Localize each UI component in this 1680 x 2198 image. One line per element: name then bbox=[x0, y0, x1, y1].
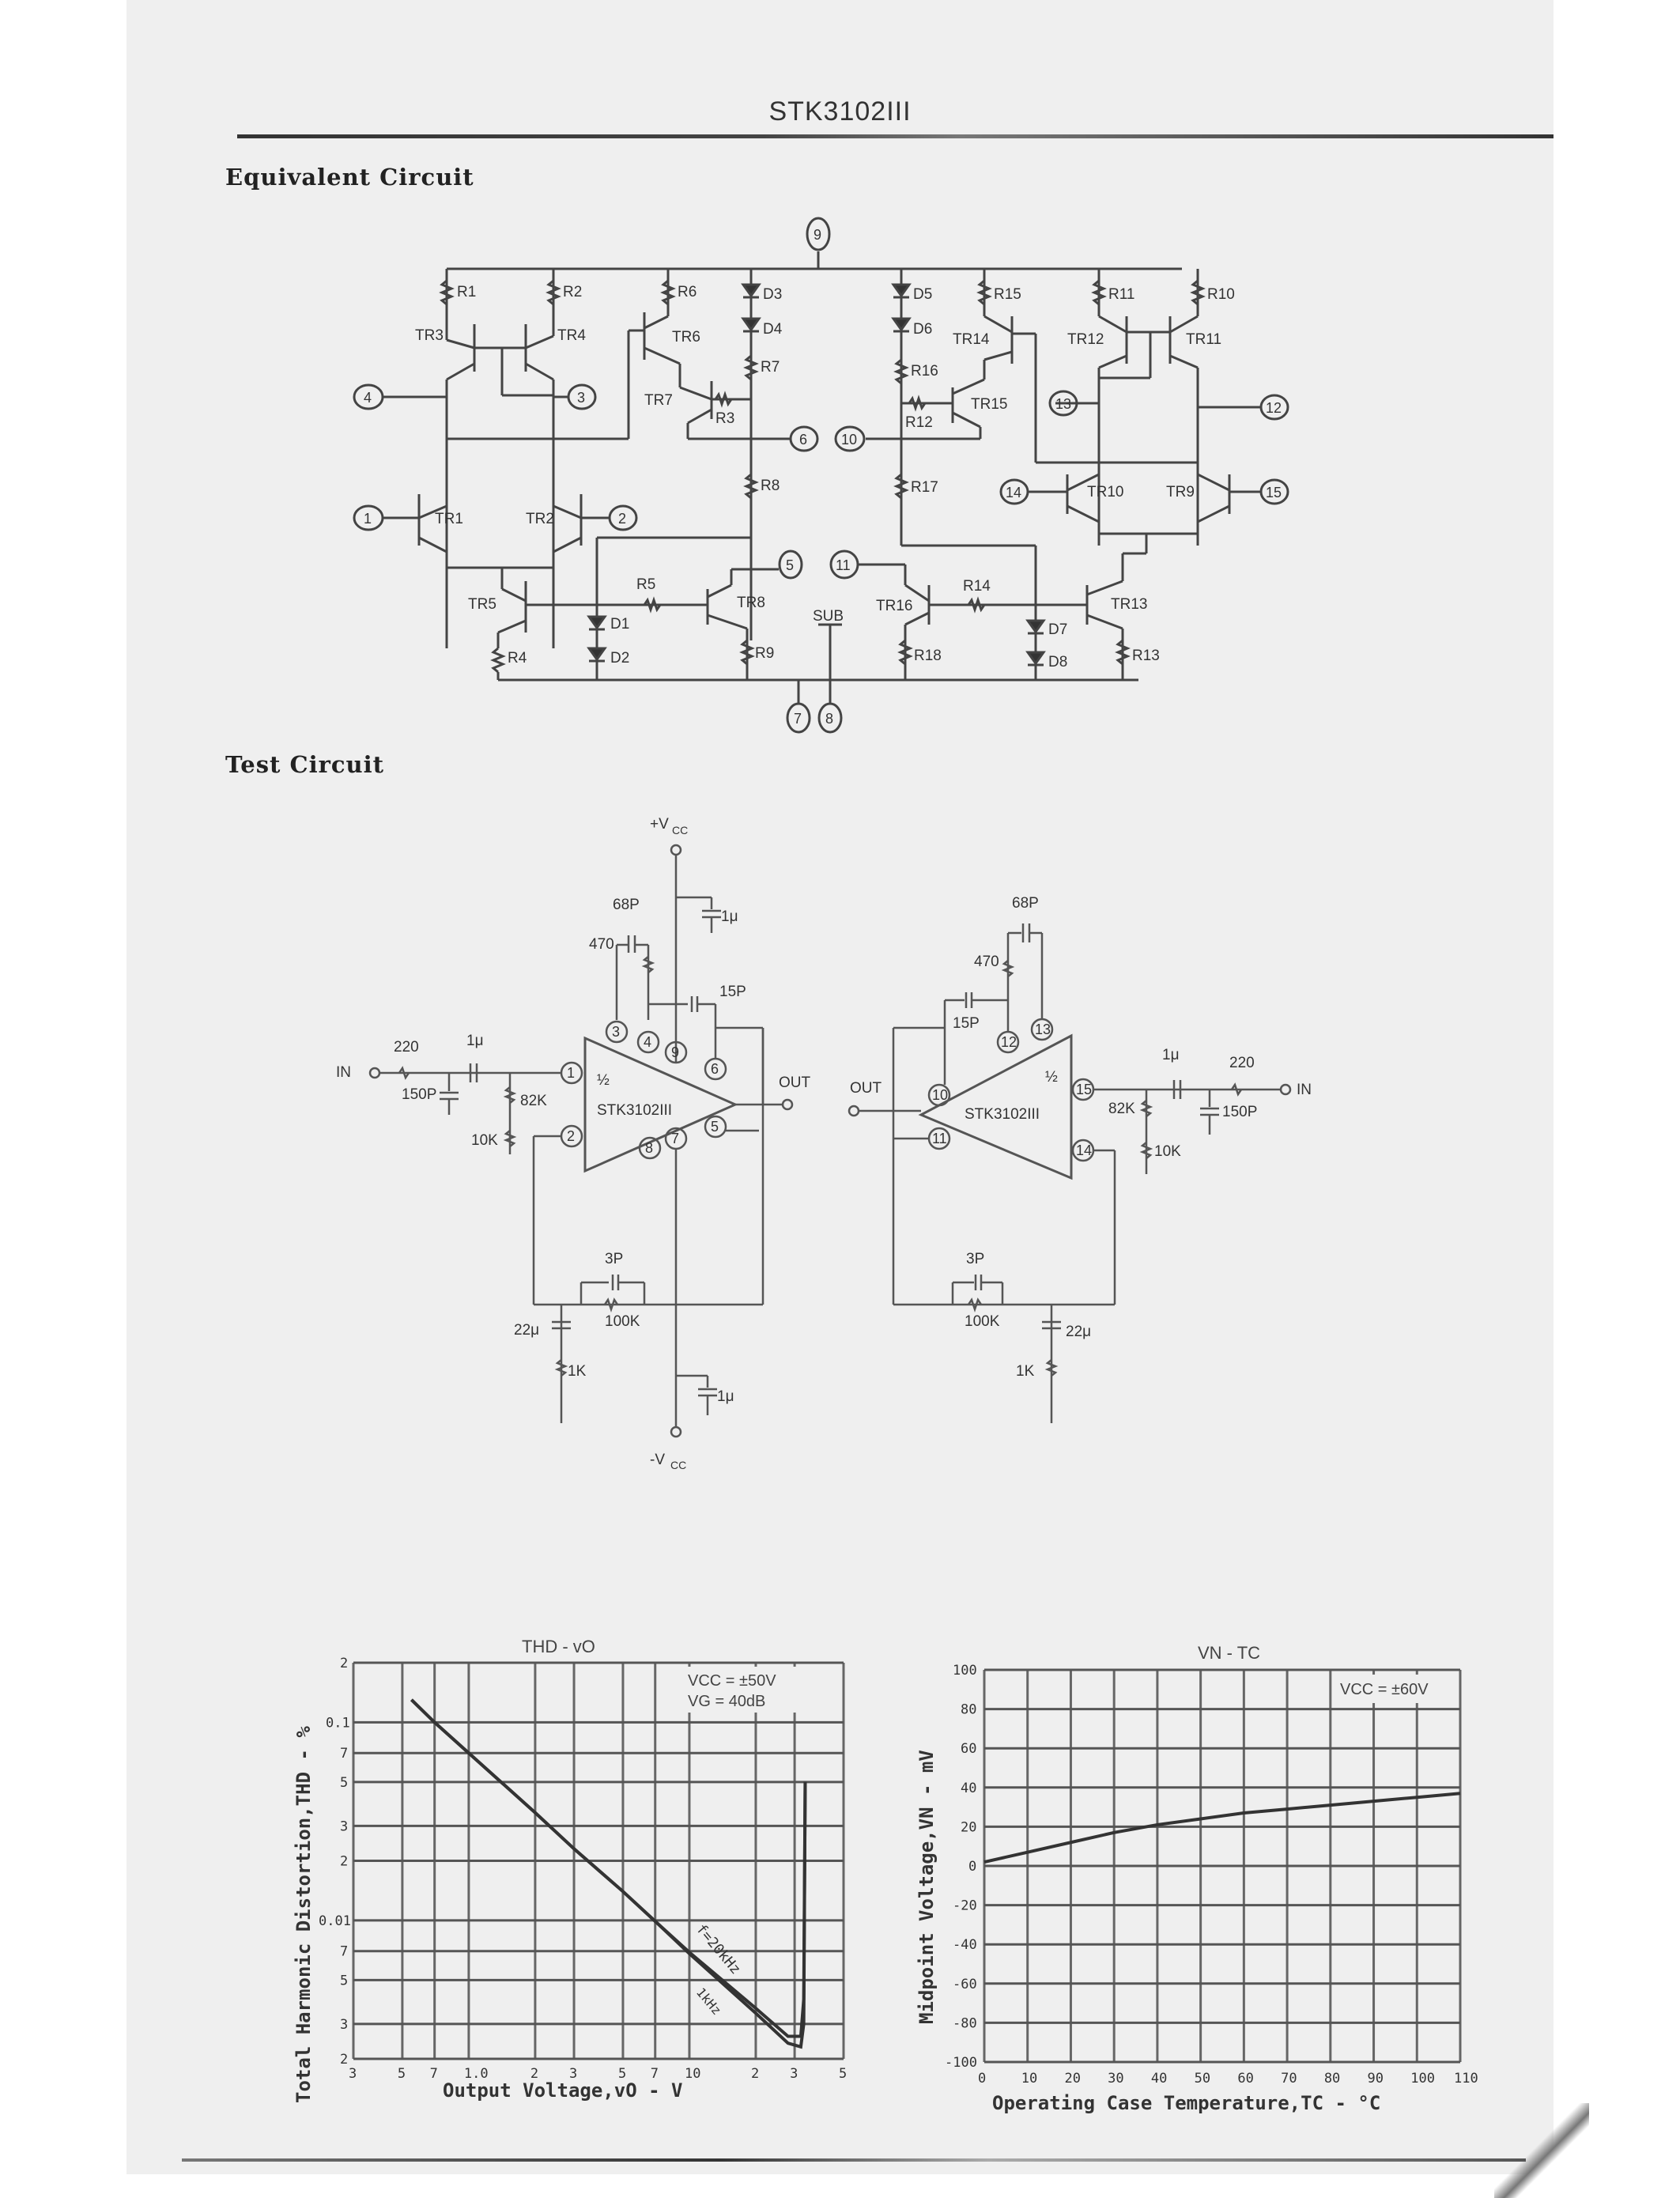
svg-text:0: 0 bbox=[978, 2071, 987, 2087]
svg-text:22μ: 22μ bbox=[514, 1322, 540, 1339]
svg-text:2: 2 bbox=[567, 1128, 576, 1144]
svg-text:TR10: TR10 bbox=[1087, 484, 1124, 500]
svg-text:6: 6 bbox=[799, 432, 808, 448]
svg-text:IN: IN bbox=[1297, 1082, 1312, 1098]
svg-text:D6: D6 bbox=[913, 321, 933, 338]
svg-text:3P: 3P bbox=[966, 1251, 985, 1267]
svg-text:R17: R17 bbox=[911, 479, 938, 496]
svg-text:R3: R3 bbox=[715, 410, 735, 427]
svg-text:14: 14 bbox=[1076, 1142, 1093, 1158]
svg-text:3: 3 bbox=[612, 1024, 621, 1040]
svg-text:OUT: OUT bbox=[779, 1074, 811, 1091]
svg-text:R4: R4 bbox=[508, 650, 527, 667]
svg-text:2: 2 bbox=[618, 511, 627, 527]
svg-text:TR13: TR13 bbox=[1111, 596, 1148, 613]
svg-text:12: 12 bbox=[1001, 1034, 1017, 1050]
svg-text:22μ: 22μ bbox=[1066, 1324, 1092, 1340]
chart-thd-vo bbox=[293, 1637, 847, 2103]
svg-text:60: 60 bbox=[961, 1741, 977, 1758]
svg-text:3: 3 bbox=[569, 2066, 578, 2082]
svg-text:4: 4 bbox=[644, 1034, 652, 1050]
svg-text:7: 7 bbox=[340, 1943, 349, 1960]
svg-text:R6: R6 bbox=[678, 284, 697, 300]
svg-text:3: 3 bbox=[790, 2066, 798, 2082]
svg-text:80: 80 bbox=[961, 1701, 977, 1718]
svg-text:30: 30 bbox=[1108, 2071, 1124, 2087]
svg-text:TR4: TR4 bbox=[557, 327, 586, 344]
svg-text:1μ: 1μ bbox=[717, 1388, 734, 1405]
svg-text:100K: 100K bbox=[605, 1313, 640, 1330]
svg-text:R10: R10 bbox=[1207, 286, 1235, 303]
svg-text:80: 80 bbox=[1323, 2071, 1341, 2087]
svg-text:R16: R16 bbox=[911, 363, 938, 380]
svg-text:15P: 15P bbox=[719, 984, 746, 1000]
svg-text:R5: R5 bbox=[636, 576, 656, 593]
svg-text:R11: R11 bbox=[1108, 286, 1135, 303]
svg-text:TR1: TR1 bbox=[435, 511, 463, 527]
svg-text:3P: 3P bbox=[605, 1251, 624, 1267]
svg-text:10K: 10K bbox=[1154, 1143, 1181, 1160]
svg-text:70: 70 bbox=[1281, 2071, 1297, 2087]
svg-text:SUB: SUB bbox=[813, 608, 844, 625]
svg-text:20: 20 bbox=[961, 1819, 977, 1836]
svg-text:40: 40 bbox=[1150, 2071, 1168, 2087]
svg-text:7: 7 bbox=[671, 1131, 680, 1146]
svg-text:470: 470 bbox=[589, 936, 614, 953]
svg-text:50: 50 bbox=[1194, 2071, 1211, 2087]
svg-text:3: 3 bbox=[340, 2016, 349, 2033]
svg-text:R13: R13 bbox=[1132, 648, 1160, 664]
svg-text:0: 0 bbox=[968, 1859, 977, 1875]
svg-text:0.1: 0.1 bbox=[326, 1715, 350, 1732]
svg-text:R7: R7 bbox=[761, 359, 780, 376]
svg-text:60: 60 bbox=[1237, 2071, 1254, 2087]
svg-text:470: 470 bbox=[974, 954, 999, 970]
svg-text:TR14: TR14 bbox=[953, 331, 990, 348]
svg-text:R8: R8 bbox=[761, 478, 780, 494]
svg-text:TR7: TR7 bbox=[644, 392, 673, 409]
svg-text:TR3: TR3 bbox=[415, 327, 444, 344]
svg-text:-100: -100 bbox=[945, 2055, 977, 2071]
svg-text:5: 5 bbox=[617, 2066, 627, 2082]
svg-text:D8: D8 bbox=[1048, 654, 1068, 670]
svg-text:11: 11 bbox=[932, 1131, 947, 1146]
svg-text:R14: R14 bbox=[963, 578, 991, 595]
svg-text:½: ½ bbox=[1045, 1069, 1058, 1086]
page-title: STK3102III bbox=[768, 96, 912, 127]
svg-text:6: 6 bbox=[711, 1061, 719, 1077]
svg-text:+V: +V bbox=[650, 816, 669, 833]
svg-text:VN - TC: VN - TC bbox=[1198, 1643, 1261, 1663]
svg-text:D1: D1 bbox=[610, 616, 630, 633]
svg-text:D7: D7 bbox=[1048, 621, 1068, 638]
svg-text:Midpoint Voltage,VN - mV: Midpoint Voltage,VN - mV bbox=[916, 1750, 938, 2024]
svg-text:TR16: TR16 bbox=[876, 598, 913, 614]
svg-text:1μ: 1μ bbox=[466, 1033, 484, 1049]
svg-text:2: 2 bbox=[530, 2066, 539, 2082]
svg-text:100K: 100K bbox=[965, 1313, 1000, 1330]
footer-rule bbox=[182, 2158, 1526, 2162]
svg-text:20: 20 bbox=[1064, 2071, 1081, 2087]
svg-text:11: 11 bbox=[836, 557, 851, 573]
svg-text:10: 10 bbox=[932, 1087, 949, 1103]
svg-text:OUT: OUT bbox=[850, 1080, 882, 1097]
svg-text:13: 13 bbox=[1055, 396, 1072, 412]
svg-text:R9: R9 bbox=[755, 645, 775, 662]
svg-text:8: 8 bbox=[825, 711, 834, 727]
svg-text:15P: 15P bbox=[953, 1015, 980, 1032]
svg-text:R18: R18 bbox=[914, 648, 942, 664]
svg-text:TR9: TR9 bbox=[1166, 484, 1195, 500]
svg-text:VCC = ±60V: VCC = ±60V bbox=[1340, 1681, 1429, 1698]
svg-text:14: 14 bbox=[1006, 485, 1022, 500]
svg-text:2: 2 bbox=[750, 2066, 760, 2082]
svg-text:3: 3 bbox=[349, 2066, 357, 2082]
svg-text:D2: D2 bbox=[610, 650, 630, 667]
svg-text:CC: CC bbox=[672, 824, 689, 837]
svg-text:5: 5 bbox=[839, 2066, 848, 2082]
svg-text:1K: 1K bbox=[1016, 1363, 1035, 1380]
svg-text:R15: R15 bbox=[994, 286, 1021, 303]
svg-text:TR6: TR6 bbox=[672, 329, 700, 346]
svg-text:f=20kHz: f=20kHz bbox=[693, 1920, 745, 1978]
svg-text:5: 5 bbox=[711, 1119, 719, 1135]
chip-label-left: STK3102III bbox=[597, 1102, 673, 1119]
svg-text:1: 1 bbox=[364, 511, 372, 527]
svg-text:5: 5 bbox=[786, 557, 795, 573]
svg-text:82K: 82K bbox=[520, 1093, 547, 1109]
svg-text:2: 2 bbox=[340, 2052, 349, 2068]
svg-text:0.01: 0.01 bbox=[319, 1913, 351, 1929]
svg-text:82K: 82K bbox=[1108, 1101, 1135, 1117]
thd-series-0 bbox=[411, 1700, 805, 2037]
svg-text:1μ: 1μ bbox=[721, 908, 738, 925]
svg-text:100: 100 bbox=[953, 1663, 977, 1679]
svg-text:5: 5 bbox=[340, 1973, 349, 1989]
svg-text:1K: 1K bbox=[568, 1363, 587, 1380]
svg-text:THD - vO: THD - vO bbox=[522, 1637, 595, 1656]
svg-text:8: 8 bbox=[645, 1140, 654, 1156]
svg-text:4: 4 bbox=[364, 390, 372, 406]
svg-text:15: 15 bbox=[1266, 485, 1282, 500]
svg-text:D3: D3 bbox=[763, 286, 783, 303]
svg-text:7: 7 bbox=[429, 2066, 438, 2082]
svg-text:VCC = ±50V: VCC = ±50V bbox=[688, 1672, 776, 1690]
svg-text:TR11: TR11 bbox=[1186, 331, 1222, 348]
svg-text:90: 90 bbox=[1367, 2071, 1384, 2087]
svg-text:68P: 68P bbox=[613, 897, 640, 913]
section-equivalent-circuit: Equivalent Circuit bbox=[225, 164, 474, 191]
svg-text:150P: 150P bbox=[1222, 1104, 1258, 1120]
svg-text:1.0: 1.0 bbox=[463, 2066, 489, 2082]
svg-text:68P: 68P bbox=[1012, 895, 1039, 912]
svg-text:2: 2 bbox=[340, 1656, 349, 1671]
svg-text:TR12: TR12 bbox=[1067, 331, 1104, 348]
svg-text:Output Voltage,vO - V: Output Voltage,vO - V bbox=[443, 2079, 683, 2102]
svg-text:3: 3 bbox=[577, 390, 586, 406]
svg-text:10K: 10K bbox=[471, 1132, 498, 1149]
svg-text:TR5: TR5 bbox=[468, 596, 496, 613]
svg-text:7: 7 bbox=[650, 2066, 659, 2082]
svg-text:40: 40 bbox=[961, 1780, 977, 1796]
svg-text:STK3102III: STK3102III bbox=[965, 1106, 1040, 1123]
svg-text:7: 7 bbox=[340, 1746, 349, 1762]
pin-9-label: 9 bbox=[814, 227, 822, 243]
svg-text:10: 10 bbox=[1021, 2071, 1038, 2087]
svg-text:1μ: 1μ bbox=[1162, 1047, 1180, 1063]
svg-text:5: 5 bbox=[397, 2066, 406, 2082]
svg-text:R1: R1 bbox=[457, 284, 477, 300]
svg-text:100: 100 bbox=[1410, 2071, 1435, 2087]
svg-text:2: 2 bbox=[340, 1853, 349, 1870]
thd-series-1 bbox=[411, 1700, 805, 2047]
section-test-circuit: Test Circuit bbox=[225, 751, 385, 778]
svg-text:TR2: TR2 bbox=[526, 511, 554, 527]
svg-text:IN: IN bbox=[336, 1064, 351, 1081]
svg-text:-60: -60 bbox=[953, 1976, 977, 1992]
svg-text:1: 1 bbox=[567, 1065, 576, 1081]
svg-text:13: 13 bbox=[1035, 1022, 1051, 1037]
svg-text:15: 15 bbox=[1076, 1082, 1093, 1097]
svg-text:CC: CC bbox=[670, 1459, 687, 1471]
svg-text:7: 7 bbox=[794, 711, 802, 727]
svg-text:110: 110 bbox=[1454, 2071, 1478, 2087]
svg-text:-80: -80 bbox=[953, 2015, 977, 2032]
svg-text:220: 220 bbox=[394, 1039, 419, 1056]
svg-text:150P: 150P bbox=[402, 1086, 437, 1103]
svg-text:½: ½ bbox=[597, 1072, 610, 1089]
svg-text:9: 9 bbox=[671, 1044, 680, 1060]
chart-vn-tc bbox=[916, 1643, 1478, 2114]
svg-text:R2: R2 bbox=[563, 284, 583, 300]
svg-text:10: 10 bbox=[841, 432, 858, 448]
svg-text:10: 10 bbox=[684, 2066, 701, 2082]
svg-text:3: 3 bbox=[340, 1818, 349, 1835]
svg-text:TR8: TR8 bbox=[737, 595, 765, 611]
svg-text:Operating Case Temperature,TC: Operating Case Temperature,TC - °C bbox=[992, 2092, 1381, 2114]
svg-text:Total Harmonic Distortion,THD: Total Harmonic Distortion,THD - % bbox=[293, 1726, 315, 2103]
svg-text:R12: R12 bbox=[905, 414, 933, 431]
svg-text:-40: -40 bbox=[953, 1937, 977, 1954]
svg-text:5: 5 bbox=[340, 1774, 349, 1791]
svg-text:TR15: TR15 bbox=[971, 396, 1008, 413]
svg-text:-20: -20 bbox=[953, 1898, 977, 1914]
svg-text:12: 12 bbox=[1266, 400, 1282, 416]
svg-text:220: 220 bbox=[1229, 1055, 1255, 1071]
svg-text:VG = 40dB: VG = 40dB bbox=[688, 1693, 766, 1710]
svg-text:-V: -V bbox=[650, 1452, 665, 1468]
svg-text:1kHz: 1kHz bbox=[693, 1985, 725, 2019]
svg-text:D5: D5 bbox=[913, 286, 933, 303]
svg-text:D4: D4 bbox=[763, 321, 783, 338]
